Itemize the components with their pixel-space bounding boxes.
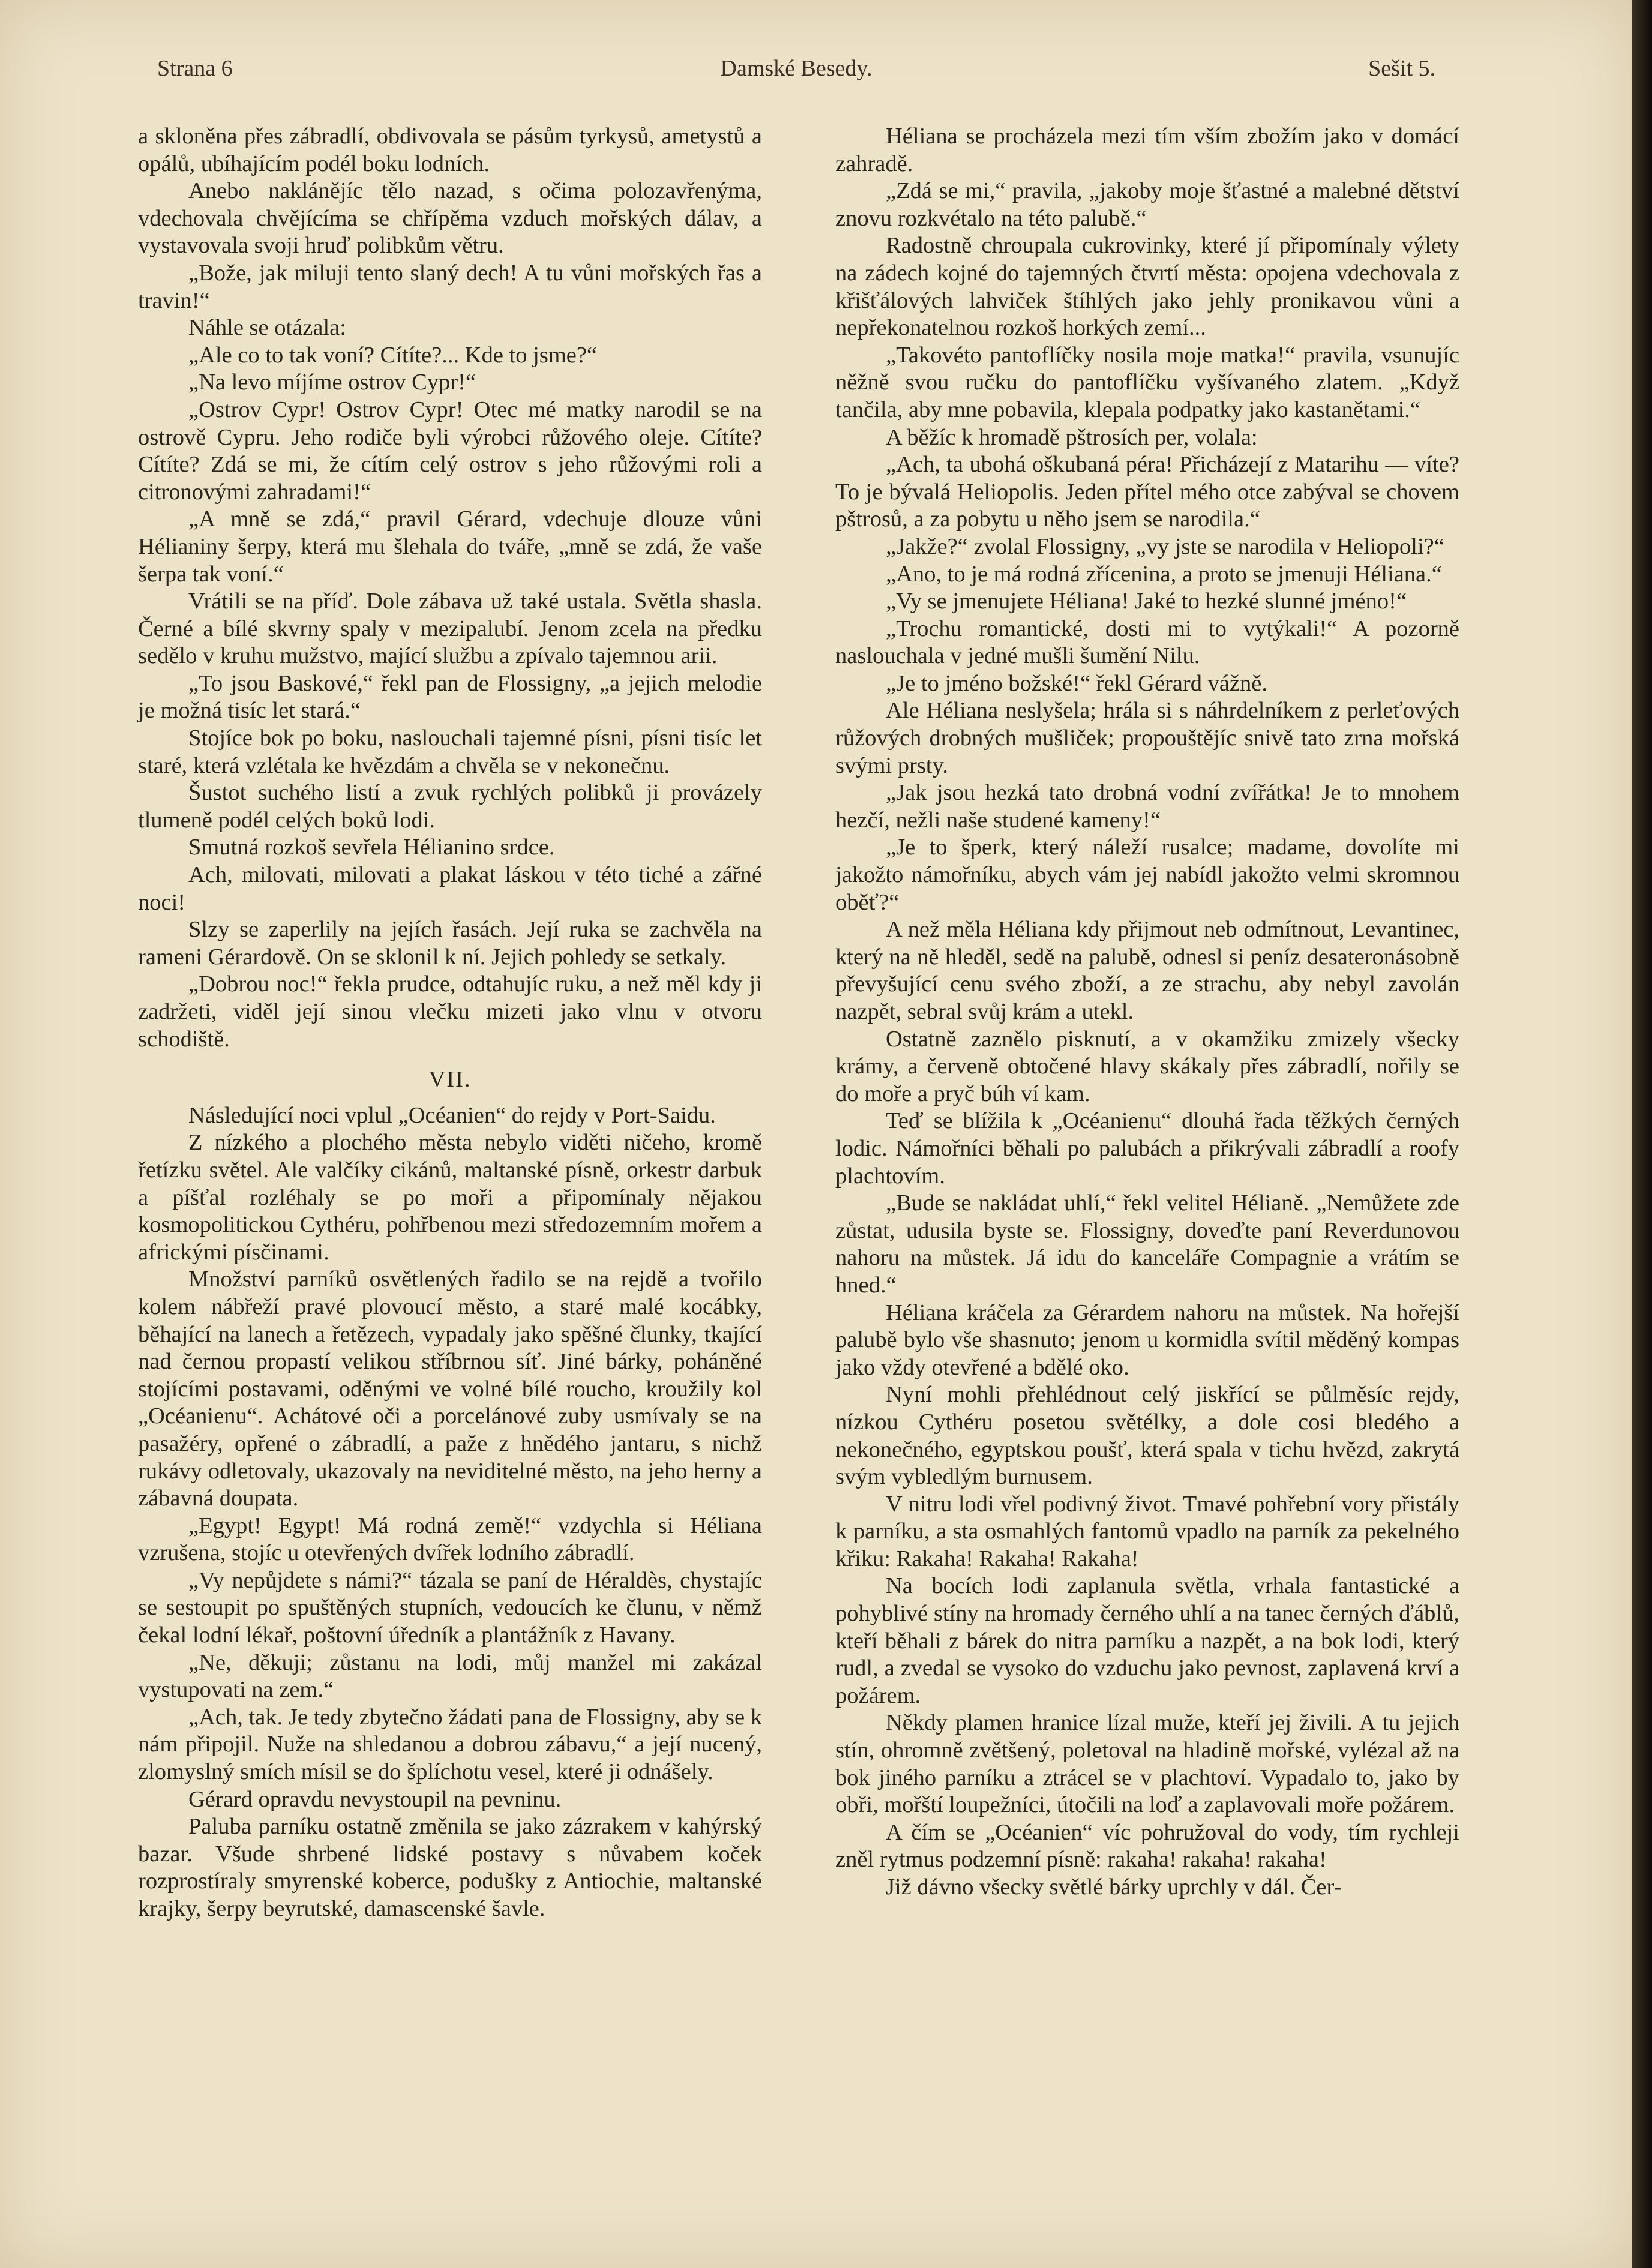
paragraph: Anebo naklánějíc tělo nazad, s očima polozavřenýma, vdechovala chvějícíma se chřípěma vzduch mořských dálav, a vystavovala svoji hruď polibkům větru. (138, 178, 762, 259)
paragraph: Vrátili se na příď. Dole zábava už také ustala. Světla shasla. Černé a bílé skvrny spaly v mezipalubí. Jenom zcela na předku sedělo v kruhu mužstvo, mající službu a zpívalo tajemnou arii. (138, 589, 762, 669)
dark-page-edge (1632, 0, 1652, 2268)
paragraph: „Ach, ta ubohá oškubaná péra! Přicházejí z Matarihu — víte? To je bývalá Heliopolis. Jeden přítel mého otce zabýval se chovem pštrosů, a za pobytu u něho jsem se narodila.“ (835, 452, 1459, 532)
paragraph: „Vy se jmenujete Héliana! Jaké to hezké slunné jméno!“ (886, 589, 1407, 614)
paragraph: Následující noci vplul „Océanien“ do rejdy v Port-Saidu. (188, 1102, 716, 1128)
paragraph: „Jak jsou hezká tato drobná vodní zvířátka! Je to mnohem hezčí, nežli naše studené kameny!“ (835, 780, 1459, 833)
paragraph: Radostně chroupala cukrovinky, které jí připomínaly výlety na zádech kojné do tajemných čtvrtí města: opojena vdechovala z křišťálových lahviček štíhlých jako jehly pronikavou vůni a nepřekonatelnou rozkoš horkých zemí... (835, 233, 1459, 341)
paragraph: „Na levo míjíme ostrov Cypr!“ (188, 370, 476, 395)
issue-number: Sešit 5. (1368, 56, 1435, 81)
paragraph: A čím se „Océanien“ víc pohružoval do vody, tím rychleji zněl rytmus podzemní písně: rakaha! rakaha! rakaha! (835, 1819, 1459, 1873)
paragraph: „Jakže?“ zvolal Flossigny, „vy jste se narodila v Heliopoli?“ (886, 533, 1444, 559)
paragraph: Stojíce bok po boku, naslouchali tajemné písni, písni tisíc let staré, která vzlétala ke hvězdám a chvěla se v nekonečnu. (138, 725, 762, 778)
right-column (835, 123, 1459, 1901)
paragraph: Héliana kráčela za Gérardem nahoru na můstek. Na hořejší palubě bylo vše shasnuto; jenom u kormidla svítil měděný kompas jako vždy otevřené a bdělé oko. (835, 1300, 1459, 1380)
paragraph: Nyní mohli přehlédnout celý jiskřící se půlměsíc rejdy, nízkou Cythéru posetou světélky, a dole cosi bledého a nekonečného, egyptskou poušť, která spala v tichu hvězd, zakrytá svým vybledlým burnusem. (835, 1382, 1459, 1490)
paragraph: „Bože, jak miluji tento slaný dech! A tu vůni mořských řas a travin!“ (138, 260, 762, 313)
paragraph: Teď se blížila k „Océanienu“ dlouhá řada těžkých černých lodic. Námořníci běhali po palubách a přikrývali zábradlí a roofy plachtovím. (835, 1108, 1459, 1189)
paragraph: Smutná rozkoš sevřela Hélianino srdce. (188, 835, 555, 860)
paragraph: „Zdá se mi,“ pravila, „jakoby moje šťastné a malebné dětství znovu rozkvétalo na této palubě.“ (835, 178, 1459, 231)
paragraph: Již dávno všecky světlé bárky uprchly v dál. Čer- (886, 1874, 1342, 1900)
paragraph: Ostatně zaznělo pisknutí, a v okamžiku zmizely všecky krámy, a červeně obtočené hlavy skákaly přes zábradlí, nořily se do moře a pryč búh ví kam. (835, 1026, 1459, 1106)
magazine-title: Damské Besedy. (720, 56, 873, 81)
paragraph: „Vy nepůjdete s námi?“ tázala se paní de Héraldès, chystajíc se sestoupit po spuštěných stupních, vedoucích ke člunu, v němž čekal lodní lékař, poštovní úředník a plantážník z Havany. (138, 1567, 762, 1648)
paragraph: „Takovéto pantoflíčky nosila moje matka!“ pravila, vsunujíc něžně svou ručku do pantoflíčku vyšívaného zlatem. „Když tančila, aby mne pobavila, klepala podpatky jako kastanětami.“ (835, 342, 1459, 422)
paragraph: V nitru lodi vřel podivný život. Tmavé pohřební vory přistály k parníku, a sta osmahlých fantomů vpadlo na parník za pekelného křiku: Rakaha! Rakaha! Rakaha! (835, 1491, 1459, 1571)
paragraph: Slzy se zaperlily na jejích řasách. Její ruka se zachvěla na rameni Gérardově. On se sklonil k ní. Jejich pohledy se setkaly. (138, 917, 762, 970)
paragraph: Náhle se otázala: (188, 315, 346, 341)
paragraph: „Ano, to je má rodná zřícenina, a proto se jmenuji Héliana.“ (886, 561, 1442, 587)
left-column (138, 123, 762, 1923)
paragraph: Ach, milovati, milovati a plakat láskou v této tiché a zářné noci! (138, 862, 762, 915)
page-header (157, 55, 1435, 91)
paragraph: Héliana se procházela mezi tím vším zbožím jako v domácí zahradě. (835, 124, 1459, 176)
paragraph: a skloněna přes zábradlí, obdivovala se pásům tyrkysů, ametystů a opálů, ubíhajícím podél boku lodních. (138, 124, 762, 176)
paragraph: Šustot suchého listí a zvuk rychlých polibků ji provázely tlumeně podél celých boků lodi. (138, 780, 762, 833)
paragraph: „Trochu romantické, dosti mi to vytýkali!“ A pozorně naslouchala v jedné mušli šumění Nilu. (835, 616, 1459, 669)
paragraph: „Ne, děkuji; zůstanu na lodi, můj manžel mi zakázal vystupovati na zem.“ (138, 1649, 762, 1703)
chapter-heading: VII. (428, 1067, 472, 1093)
paragraph: „Egypt! Egypt! Má rodná země!“ vzdychla si Héliana vzrušena, stojíc u otevřených dvířek lodního zábradlí. (138, 1513, 762, 1566)
paragraph: Na bocích lodi zaplanula světla, vrhala fantastické a pohyblivé stíny na hromady černého uhlí a na tanec černých ďáblů, kteří běhali z bárek do nitra parníku a nazpět, a na bok lodi, který rudl, a zvedal se vysoko do vzduchu jako pevnost, zaplavená krví a požárem. (835, 1573, 1459, 1708)
paragraph: „Ostrov Cypr! Ostrov Cypr! Otec mé matky narodil se na ostrově Cypru. Jeho rodiče byli výrobci růžového oleje. Cítíte? Cítíte? Zdá se mi, že cítím celý ostrov s jeho růžovými roli a citronovými zahradami!“ (138, 397, 762, 505)
paragraph: Paluba parníku ostatně změnila se jako zázrakem v kahýrský bazar. Všude shrbené lidské postavy s nůvabem koček rozprostíraly smyrenské koberce, podušky z Antiochie, maltanské krajky, šerpy beyrutské, damascenské šavle. (138, 1814, 762, 1921)
paragraph: A běžíc k hromadě pštrosích per, volala: (886, 424, 1258, 450)
paragraph: A než měla Héliana kdy přijmout neb odmítnout, Levantinec, který na ně hleděl, sedě na palubě, odnesl si peníz desateronásobně převyšující cenu svého zboží, a ze strachu, aby nebyl zavolán nazpět, sebral svůj krám a utekl. (835, 917, 1459, 1024)
paragraph: „Ale co to tak voní? Cítíte?... Kde to jsme?“ (188, 342, 598, 368)
paragraph: Ale Héliana neslyšela; hrála si s náhrdelníkem z perleťových růžových drobných mušliček; propouštějíc snivě tato zrna mořská svými prsty. (835, 698, 1459, 778)
paragraph: „Dobrou noc!“ řekla prudce, odtahujíc ruku, a než měl kdy ji zadržeti, viděl její sinou vlečku mizeti jako vlnu v otvoru schodiště. (138, 971, 762, 1052)
paragraph: Z nízkého a plochého města nebylo viděti ničeho, kromě řetízku světel. Ale valčíky cikánů, maltanské písně, orkestr darbuk a píšťal rozléhaly se po moři a připomínaly nějakou kosmopolitickou Cythéru, pohřbenou mezi středozemním mořem a africkými písčinami. (138, 1130, 762, 1265)
paragraph: Gérard opravdu nevystoupil na pevninu. (188, 1786, 562, 1812)
page-number: Strana 6 (157, 56, 233, 81)
paragraph: „Je to jméno božské!“ řekl Gérard vážně. (886, 670, 1268, 696)
paragraph: Někdy plamen hranice lízal muže, kteří jej živili. A tu jejich stín, ohromně zvětšený, poletoval na hladině mořské, vylézal až na bok jiného parníku a ztrácel se v plachtoví. Vypadalo to, jako by obři, mořští loupežníci, útočili na loď a zaplavovali moře požárem. (835, 1710, 1459, 1818)
paragraph: „A mně se zdá,“ pravil Gérard, vdechuje dlouze vůni Hélianiny šerpy, která mu šlehala do tváře, „mně se zdá, že vaše šerpa tak voní.“ (138, 506, 762, 587)
paragraph: „Ach, tak. Je tedy zbytečno žádati pana de Flossigny, aby se k nám připojil. Nuže na shledanou a dobrou zábavu,“ a její nucený, zlomyslný smích mísil se do šplíchotu vesel, které ji odnášely. (138, 1704, 762, 1785)
paragraph: „Je to šperk, který náleží rusalce; madame, dovolíte mi jakožto námořníku, abych vám jej nabídl jakožto velmi skromnou oběť?“ (835, 835, 1459, 915)
paragraph: „To jsou Baskové,“ řekl pan de Flossigny, „a jejich melodie je možná tisíc let stará.“ (138, 670, 762, 724)
paragraph: „Bude se nakládat uhlí,“ řekl velitel Hélianě. „Nemůžete zde zůstat, udusila byste se. Flossigny, doveďte paní Reverdunovou nahoru na můstek. Já idu do kanceláře Compagnie a vrátím se hned.“ (835, 1190, 1459, 1298)
paragraph: Množství parníků osvětlených řadilo se na rejdě a tvořilo kolem nábřeží pravé plovoucí město, a staré malé kocábky, běhající na lanech a řetězech, vypadaly jako spěšné člunky, tkající nad černou propastí velikou stříbrnou síť. Jiné bárky, poháněné stojícími postavami, oděnými ve volné bílé roucho, kroužily kol „Océanienu“. Achátové oči a porcelánové zuby usmívaly se na pasažéry, opřené o zábradlí, a paže z hnědého jantaru, s nichž rukávy odletovaly, ukazovaly na neviditelné město, na jeho herny a zábavná doupata. (138, 1267, 762, 1511)
